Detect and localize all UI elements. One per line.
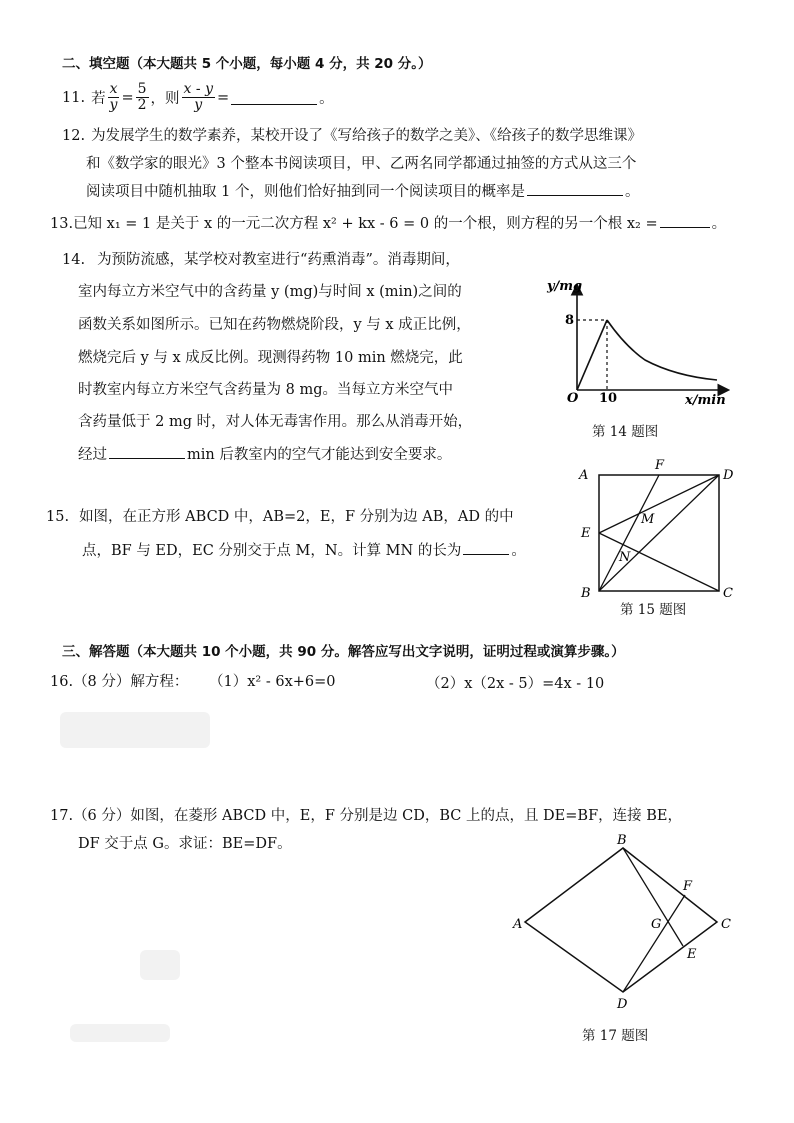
question-16 [50,670,336,691]
q12-end: 。 [624,184,640,200]
label-n: N [619,550,631,565]
label-f: F [683,879,693,894]
question-number: 13. [50,216,74,232]
linear-segment [577,320,607,390]
label-a: A [513,917,523,932]
question-17-line-1 [50,804,682,825]
answer-blank[interactable] [109,444,185,459]
answer-blank[interactable] [527,181,623,196]
question-number: 16. [50,674,74,690]
answer-blank[interactable] [231,90,317,105]
q15-figure [575,455,745,605]
equals-sign: = [216,89,230,106]
q17-text-2: DF 交于点 G。求证：BE=DF。 [78,836,292,852]
scan-smudge [70,1024,170,1042]
q11-prefix: 若 [91,91,106,107]
section-title-solutions: 三、解答题（本大题共 10 个小题，共 90 分。解答应写出文字说明，证明过程或演算步骤。） [62,644,625,660]
label-f: F [655,458,665,473]
x-axis-label: x/min [685,393,726,408]
diagonal-bd [599,475,719,591]
denominator: 2 [137,97,147,113]
label-b: B [581,586,591,601]
question-number: 17. [50,808,74,824]
answer-blank[interactable] [660,213,710,228]
q14-text-4: 燃烧完后 y 与 x 成反比例。现测得药物 10 min 燃烧完，此 [78,350,463,366]
scan-smudge [140,950,180,980]
question-number: 15. [46,509,70,525]
y-axis-label: y/mg [547,279,583,294]
q14-text-1: 为预防流感，某学校对教室进行“药熏消毒”。消毒期间， [97,252,460,268]
question-number: 12. [62,128,86,144]
question-12-line-3 [86,180,639,201]
q15-text-1: 如图，在正方形 ABCD 中，AB=2，E，F 分别为边 AB，AD 的中 [79,509,514,525]
segment-ec [599,533,719,591]
question-12-line-1 [62,124,642,145]
x-value-label: 10 [599,391,618,406]
numerator: 5 [137,81,147,97]
label-a: A [579,468,589,483]
inverse-curve [607,320,717,380]
label-c: C [721,917,731,932]
equals-sign: = [121,89,134,106]
rhombus-abcd [525,848,717,992]
q14-text-3: 函数关系如图所示。已知在药物燃烧阶段，y 与 x 成正比例， [78,317,471,333]
section-title-fill-in: 二、填空题（本大题共 5 个小题，每小题 4 分，共 20 分。） [62,56,432,72]
q11-end: 。 [319,91,334,107]
label-e: E [581,526,591,541]
q13-text: 已知 x₁ = 1 是关于 x 的一元二次方程 x² + kx - 6 = 0 的一个根，则方程的另一个根 x₂ = [73,216,658,232]
question-13 [50,212,726,233]
q16-score: （8 分）解方程： [73,674,189,690]
question-number: 14. [62,252,86,268]
q11-middle: ，则 [150,91,180,107]
segment-df [623,895,685,992]
segment-ed [599,475,719,533]
fraction-x-minus-y-over-y [182,82,215,113]
denominator: y [194,97,203,113]
scan-smudge [60,712,210,748]
q14-text-6: 含药量低于 2 mg 时，对人体无毒害作用。那么从消毒开始， [78,414,473,430]
question-15-line-2 [82,539,526,560]
question-number: 11. [62,89,86,106]
segment-bf [599,475,659,591]
y-value-label: 8 [565,313,575,328]
label-e: E [687,947,697,962]
q15-text-2: 点，BF 与 ED，EC 分别交于点 M，N。计算 MN 的长为 [82,543,462,559]
q12-text-3: 阅读项目中随机抽取 1 个，则他们恰好抽到同一个阅读项目的概率是 [86,184,525,200]
q13-end: 。 [711,216,727,232]
origin-label: O [567,391,579,406]
q12-text-1: 为发展学生的数学素养，某校开设了《写给孩子的数学之美》、《给孩子的数学思维课》 [91,128,643,144]
answer-blank[interactable] [463,540,509,555]
q15-caption: 第 15 题图 [620,602,687,618]
label-m: M [641,512,655,527]
q16-part-1: （1）x² - 6x+6=0 [209,674,336,690]
numerator: x - y [183,81,213,97]
fraction-5-over-2 [136,82,149,113]
q15-end: 。 [511,543,526,559]
q12-text-2: 和《数学家的眼光》3 个整本书阅读项目，甲、乙两名同学都通过抽签的方式从这三个 [86,156,637,172]
question-15-line-1 [46,505,514,526]
q14-caption: 第 14 题图 [592,424,659,440]
label-d: D [617,997,628,1012]
denominator: y [109,97,118,113]
q14-text-2: 室内每立方米空气中的含药量 y (mg)与时间 x (min)之间的 [78,284,462,300]
fraction-x-over-y [108,82,120,113]
label-g: G [651,917,662,932]
label-b: B [617,833,627,848]
q14-text-7-post: min 后教室内的空气才能达到安全要求。 [187,447,452,463]
question-14-line-7 [78,443,451,464]
label-d: D [723,468,734,483]
numerator: x [109,81,118,97]
q16-part-2: （2）x（2x - 5）=4x - 10 [426,676,605,692]
q17-text-1: （6 分）如图，在菱形 ABCD 中，E，F 分别是边 CD，BC 上的点，且 DE=BF，连接 BE， [73,808,682,824]
question-14-line-1 [62,248,460,269]
question-11 [62,82,334,113]
q14-graph [545,272,735,412]
q14-text-7-pre: 经过 [78,447,107,463]
q17-caption: 第 17 题图 [582,1028,649,1044]
label-c: C [723,586,733,601]
q14-text-5: 时教室内每立方米空气含药量为 8 mg。当每立方米空气中 [78,382,453,398]
q17-figure [505,832,755,1017]
